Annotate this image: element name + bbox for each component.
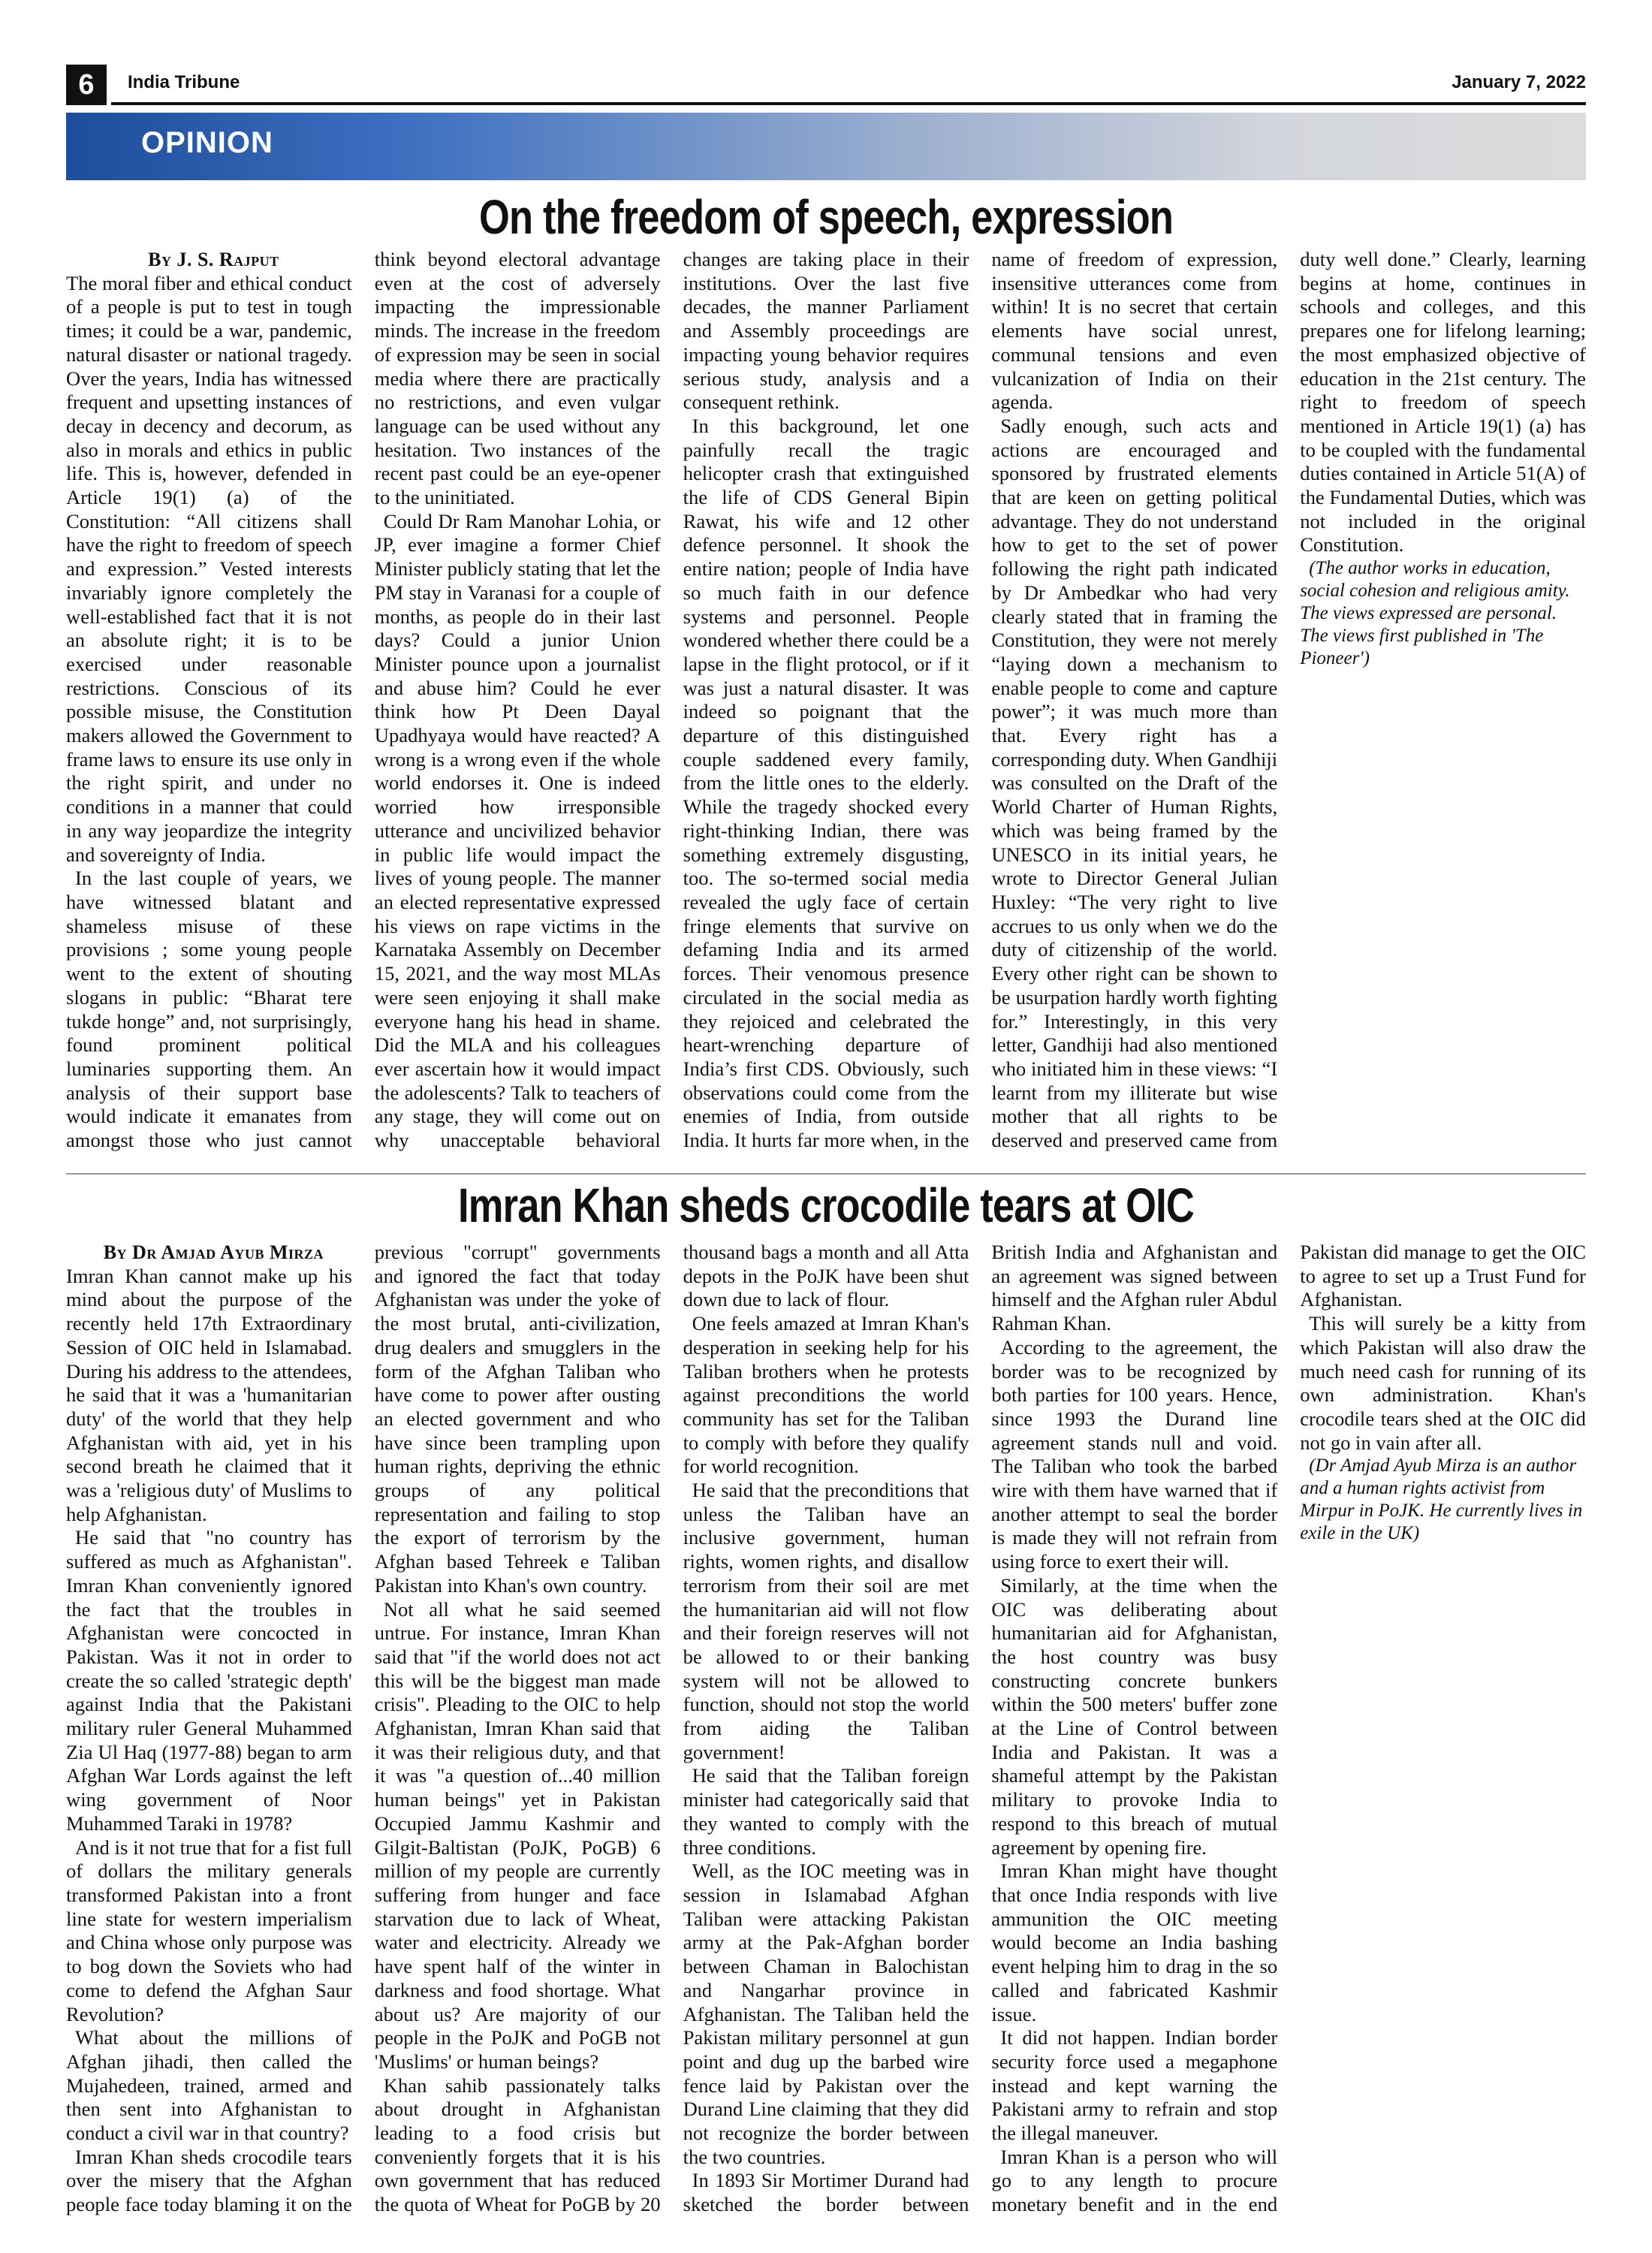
article-paragraph: Imran Khan might have thought that once India responds with live ammunition the OIC meeting would become an India bashing event helping him to drag in the so called and fabricated Kashmir issue.: [991, 1859, 1278, 2025]
article-paragraph: In this background, let one painfully recall the tragic helicopter crash that extinguished the life of CDS General Bipin Rawat, his wife and 12 other defence personnel. It shook the entire nation; people of India have so much faith in our defence systems and personnel. People wondered whether there could be a lapse in the flight protocol, or if it was just a natural disaster. It was indeed so poignant that the departure of this distinguished couple saddened every family, from the little ones to the elderly. While the tragedy shocked every right-thinking Indian, there was something extremely disgusting, too. The so-termed social media revealed the ugly face of certain fringe elements that survive on defaming India and its armed forces. Their venomous presence circulated in the social media as they rejoiced and celebrated the heart-wrenching departure of India’s first CDS. Obviously, such observations could come from the enemies of India, from outside India. It hurts far more when, in the name of freedom of expression, insensitive utterances come from within! It is no secret that certain elements have social unrest, communal tensions and even vulcanization of India on their agenda.: [683, 248, 1278, 1152]
article-paragraph: He said that the Taliban foreign minister had categorically said that they wanted to comply with the three conditions.: [683, 1764, 969, 1859]
article-paragraph: Khan sahib passionately talks about drought in Afghanistan leading to a food crisis but conveniently forgets that it is his own government that has reduced the quota of Wheat for PoGB by 20 thousand bags a month and all Atta depots in the PoJK have been shut down due to lack of flour.: [374, 1241, 969, 2216]
article-paragraph: In 1893 Sir Mortimer Durand had sketched the border between British India and Afghanistan and an agreement was signed between himself and the Afghan ruler Abdul Rahman Khan.: [683, 1241, 1278, 2216]
article-paragraph: Similarly, at the time when the OIC was deliberating about humanitarian aid for Afghanistan, the host country was busy constructing concrete bunkers within the 500 meters' buffer zone at the Line of Control between India and Pakistan. It was a shameful attempt by the Pakistan military to provoke India to respond to this breach of mutual agreement by opening fire.: [991, 1573, 1278, 1859]
author-credit: (The author works in education, social cohesion and religious amity. The views expressed are personal. The views first published in 'The Pioneer'): [1300, 558, 1570, 669]
article-paragraph: He said that the preconditions that unless the Taliban have an inclusive government, human rights, women rights, and disallow terrorism from their soil are met the humanitarian aid will not flow and their foreign reserves will not be allowed to or their banking system will not be allowed to function, should not stop the world from aiding the Taliban government!: [683, 1479, 969, 1763]
article-divider: [66, 1173, 1586, 1175]
article-paragraph: One feels amazed at Imran Khan's desperation in seeking help for his Taliban brothers when he protests against preconditions the world community has set for the Taliban to comply with before they qualify for world recognition.: [683, 1312, 969, 1478]
article-paragraph: It did not happen. Indian border security force used a megaphone instead and kept warning the Pakistani army to refrain and stop the illegal maneuver.: [991, 2026, 1278, 2145]
article-paragraph: And is it not true that for a fist full of dollars the military generals transformed Pakistan into a front line state for western imperialism and China whose only purpose was to bog down the Soviets who had come to defend the Afghan Saur Revolution?: [66, 1835, 352, 2025]
article-body: [66, 1241, 1586, 2224]
article-paragraph: He said that "no country has suffered as much as Afghanistan". Imran Khan conveniently ignored the fact that the troubles in Afghanistan were concocted in Pakistan. Was it not in order to create the so called 'strategic depth' against India that the Pakistani military ruler General Muhammed Zia Ul Haq (1977-88) began to arm Afghan War Lords against the left wing government of Noor Muhammed Taraki in 1978?: [66, 1526, 352, 1835]
article-paragraph: Imran Khan cannot make up his mind about the purpose of the recently held 17th Extraordinary Session of OIC held in Islamabad. During his address to the attendees, he said that it was a 'humanitarian duty' of the world that they help Afghanistan with aid, yet in his second breath he claimed that it was a 'religious duty' of Muslims to help Afghanistan.: [66, 1264, 352, 1525]
article-paragraph: The moral fiber and ethical conduct of a people is put to test in tough times; it could be a war, pandemic, natural disaster or national tragedy. Over the years, India has witnessed frequent and upsetting instances of decay in decency and decorum, as also in morals and ethics in public life. This is, however, defended in Article 19(1) (a) of the Constitution: “All citizens shall have the right to freedom of speech and expression.” Vested interests invariably ignore completely the well-established fact that it is not an absolute right; it is to be exercised under reasonable restrictions. Conscious of its possible misuse, the Constitution makers allowed the Government to frame laws to ensure its use only in the right spirit, and under no conditions in a manner that could in any way jeopardize the integrity and sovereignty of India.: [66, 271, 352, 866]
page-number: 6: [66, 65, 107, 105]
article-paragraph: In the last couple of years, we have witnessed blatant and shameless misuse of these provisions ; some young people went to the extent of shouting slogans in public: “Bharat tere tukde honge” and, not surprisingly, found prominent political luminaries supporting them. An analysis of their support base would indicate it emanates from amongst those who just cannot think beyond electoral advantage even at the cost of adversely impacting the impressionable minds. The increase in the freedom of expression may be seen in social media where there are practically no restrictions, and even vulgar language can be used without any hesitation. Two instances of the recent past could be an eye-opener to the uninitiated.: [66, 248, 661, 1152]
article-paragraph: What about the millions of Afghan jihadi, then called the Mujahedeen, trained, armed and then sent into Afghanistan to conduct a civil war in that country?: [66, 2026, 352, 2145]
article-paragraph: Sadly enough, such acts and actions are encouraged and sponsored by frustrated elements that are keen on getting political advantage. They do not understand how to get to the set of power following the right path indicated by Dr Ambedkar who had very clearly stated that in framing the Constitution, they were not merely “laying down a mechanism to enable people to come and capture power”; it was much more than that. Every right has a corresponding duty. When Gandhiji was consulted on the Draft of the World Charter of Human Rights, which was being framed by the UNESCO in its initial years, he wrote to Director General Julian Huxley: “The very right to live accrues to us only when we do the duty of citizenship of the world. Every other right can be shown to be usurpation hardly worth fighting for.” Interestingly, in this very letter, Gandhiji had also mentioned who initiated him in these views: “I learnt from my illiterate but wise mother that all rights to be deserved and preserved came from duty well done.” Clearly, learning begins at home, continues in schools and colleges, and this prepares one for lifelong learning; the most emphasized objective of education in the 21st century. The right to freedom of speech mentioned in Article 19(1) (a) has to be coupled with the fundamental duties contained in Article 51(A) of the Fundamental Duties, which was not included in the original Constitution.: [991, 248, 1586, 1152]
article-paragraph: According to the agreement, the border was to be recognized by both parties for 100 years. Hence, since 1993 the Durand line agreement stands null and void. The Taliban who took the barbed wire with them have warned that if another attempt to seal the border is made they will not refrain from using force to exert their will.: [991, 1335, 1278, 1573]
masthead-rule: [111, 102, 1586, 105]
article-headline: Imran Khan sheds crocodile tears at OIC: [457, 1178, 1195, 1232]
article-paragraph: Well, as the IOC meeting was in session in Islamabad Afghan Taliban were attacking Pakistan army at the Pak-Afghan border between Chaman in Balochistan and Nangarhar province in Afghanistan. The Taliban held the Pakistan military personnel at gun point and dug up the barbed wire fence laid by Pakistan over the Durand Line claiming that they did not recognize the border between the two countries.: [683, 1859, 969, 2168]
publication-date: January 7, 2022: [1452, 72, 1586, 92]
article-byline: By J. S. Rajput: [148, 249, 279, 270]
publication-name: India Tribune: [128, 72, 240, 92]
author-credit: (Dr Amjad Ayub Mirza is an author and a human rights activist from Mirpur in PoJK. He currently lives in exile in the UK): [1300, 1455, 1583, 1544]
masthead: [66, 63, 1586, 107]
article-paragraph: Not all what he said seemed untrue. For instance, Imran Khan said that "if the world does not act this will be the biggest man made crisis". Pleading to the OIC to help Afghanistan, Imran Khan said that it was their religious duty, and that it was "a question of...40 million human beings" yet in Pakistan Occupied Jammu Kashmir and Gilgit-Baltistan (PoJK, PoGB) 6 million of my people are currently suffering from hunger and face starvation due to lack of Wheat, water and electricity. Already we have spent half of the winter in darkness and food shortage. What about us? Are majority of our people in the PoJK and PoGB not 'Muslims' or human beings?: [374, 1597, 661, 2073]
article-paragraph: Imran Khan sheds crocodile tears over the misery that the Afghan people face today blaming it on the previous "corrupt" governments and ignored the fact that today Afghanistan was under the yoke of the most brutal, anti-civilization, drug dealers and smugglers in the form of the Afghan Taliban who have come to power after ousting an elected government and who have since been trampling upon human rights, depriving the ethnic groups of any political representation and failing to stop the export of terrorism by the Afghan based Tehreek e Taliban Pakistan into Khan's own country.: [66, 1241, 661, 2216]
article-headline: On the freedom of speech, expression: [478, 190, 1174, 244]
article-byline: By Dr Amjad Ayub Mirza: [103, 1241, 324, 1263]
article-paragraph: Could Dr Ram Manohar Lohia, or JP, ever imagine a former Chief Minister publicly stating that let the PM stay in Varanasi for a couple of months, as people do in their last days? Could a junior Union Minister pounce upon a journalist and abuse him? Could he ever think how Pt Deen Dayal Upadhyaya would have reacted? A wrong is a wrong even if the whole world endorses it. One is indeed worried how irresponsible utterance and uncivilized behavior in public life would impact the lives of young people. The manner an elected representative expressed his views on rape victims in the Karnataka Assembly on December 15, 2021, and the way most MLAs were seen enjoying it shall make everyone hang his head in shame. Did the MLA and his colleagues ever ascertain how it would impact the adolescents? Talk to teachers of any stage, they will come out on why unacceptable behavioral changes are taking place in their institutions. Over the last five decades, the manner Parliament and Assembly proceedings are impacting young behavior requires serious study, analysis and a consequent rethink.: [374, 248, 969, 1152]
article-paragraph: Imran Khan is a person who will go to any length to procure monetary benefit and in the end Pakistan did manage to get the OIC to agree to set up a Trust Fund for Afghanistan.: [991, 1241, 1586, 2216]
article-body: [66, 248, 1586, 1168]
article-paragraph: This will surely be a kitty from which Pakistan will also draw the much need cash for running of its own administration. Khan's crocodile tears shed at the OIC did not go in vain after all.: [1300, 1312, 1586, 1454]
section-banner: [66, 113, 1586, 180]
section-label: OPINION: [141, 126, 273, 159]
